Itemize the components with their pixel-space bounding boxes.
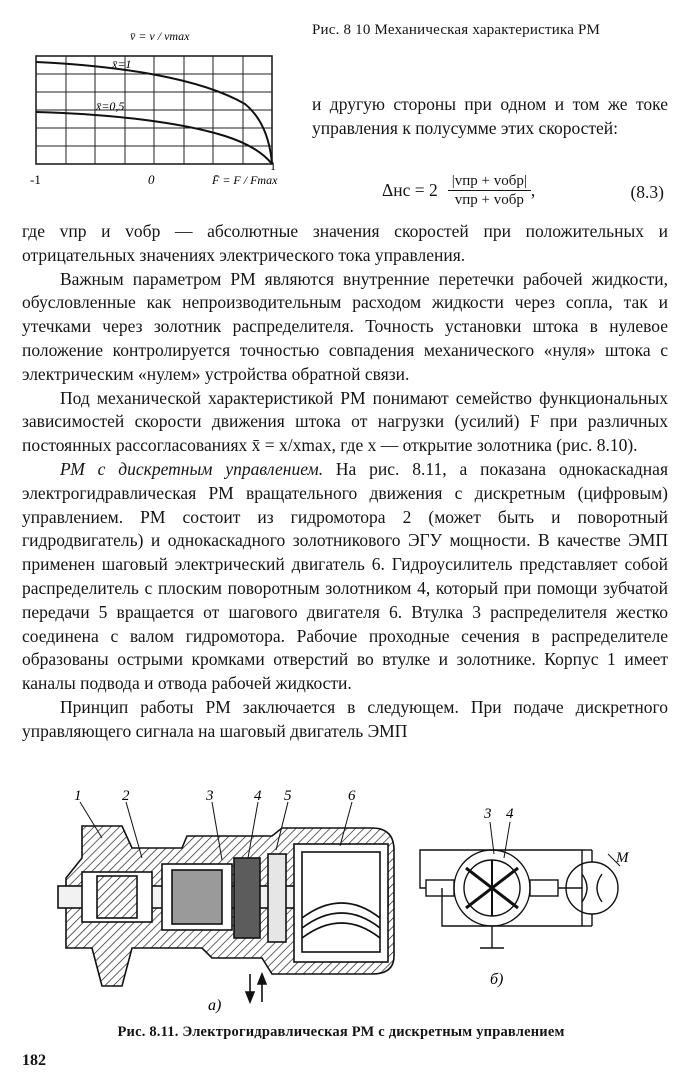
label-b-4: 4 — [506, 806, 514, 822]
label-4: 4 — [254, 788, 262, 804]
paragraph: где vпр и vобр — абсолютные значения скоростей при положительных и отрицательных значениях электрического тока управления. — [22, 221, 668, 265]
formula-denominator: vпр + vобр — [454, 192, 524, 208]
formula-numerator: |vпр + vобр| — [448, 172, 531, 191]
servo-section-a — [58, 826, 394, 1002]
figure-8-10-caption: Рис. 8 10 Механическая характеристика РМ — [312, 22, 601, 38]
x-tick-left: -1 — [30, 172, 41, 187]
figure-8-11-caption: Рис. 8.11. Электрогидравлическая РМ с дискретным управлением — [117, 1024, 565, 1040]
paragraph-body: На рис. 8.11, а показана однокаскадная электрогидравлическая РМ вращательного движения с дискретным (цифровым) управлением. РМ состоит из гидромотора 2 (может быть и поворотный гидродвигатель) и однокаскадного золотникового ЭГУ мощности. В качестве ЭМП применен шаговый электрический двигатель 6. Гидроусилитель представляет собой распределитель с плоским поворотным золотником 4, который при помощи зубчатой передачи 5 вращается от шагового двигателя 6. Втулка 3 распределителя жестко соединена с валом гидромотора. Рабочие проходные сечения в распределителе образованы острыми кромками отверстий во втулке и золотнике. Корпус 1 имеет каналы подвода и отвода рабочей жидкости. — [22, 458, 668, 694]
y-axis-label: v̄ = v / vmax — [130, 29, 190, 43]
figure-8-11-drawing — [22, 788, 672, 1020]
subfigure-a-label: а) — [208, 997, 222, 1014]
equation-number: (8.3) — [630, 182, 664, 202]
formula-end: , — [530, 180, 536, 200]
subfigure-b-label: б) — [490, 971, 504, 988]
label-5: 5 — [284, 788, 292, 804]
label-6: 6 — [348, 788, 356, 804]
motor-label: М — [616, 850, 629, 866]
label-3: 3 — [206, 788, 214, 804]
formula-8-3 — [312, 172, 668, 220]
figure-8-10-chart — [0, 0, 300, 200]
label-b-3: 3 — [484, 806, 492, 822]
right-column-text: и другую стороны при одном и том же токе управления к полусумме этих скоростей: — [312, 94, 668, 138]
paragraph-lead: РМ с дискретным управлением. — [60, 458, 324, 479]
circuit-diagram-b — [420, 822, 620, 948]
label-1: 1 — [74, 788, 82, 804]
paragraph — [22, 458, 668, 696]
x-tick-zero: 0 — [148, 172, 155, 187]
paragraph: Под механической характеристикой РМ понимают семейство функциональных зависимостей скорости движения штока от нагрузки (усилий) F при различных постоянных рассогласованиях x̄ = x/xmax, где x — открытие золотника (рис. 8.10). — [22, 387, 668, 456]
formula-lhs: Δнс = 2 — [382, 180, 438, 200]
label-2: 2 — [122, 788, 130, 804]
x-axis-label: F̄ = F / Fmax — [212, 173, 278, 187]
body-text — [22, 220, 668, 744]
page-number: 182 — [22, 1052, 46, 1069]
curve-label-x05: x̄=0,5 — [96, 99, 125, 113]
paragraph: Принцип работы РМ заключается в следующем. При подаче дискретного управляющего сигнала на шаговый двигатель ЭМП — [22, 696, 668, 741]
curve-label-x1: x̄=1 — [112, 57, 132, 71]
paragraph: Важным параметром РМ являются внутренние перетечки рабочей жидкости, обусловленные как непроизводительным расходом жидкости через сопла, так и утечками через золотник распределителя. Точность установки штока в нулевое положение контролируется точностью совпадения механического «нуля» штока с электрическим «нулем» устройства обратной связи. — [22, 268, 668, 384]
x-tick-right: 1 — [270, 159, 276, 173]
chart-grid — [36, 56, 272, 164]
